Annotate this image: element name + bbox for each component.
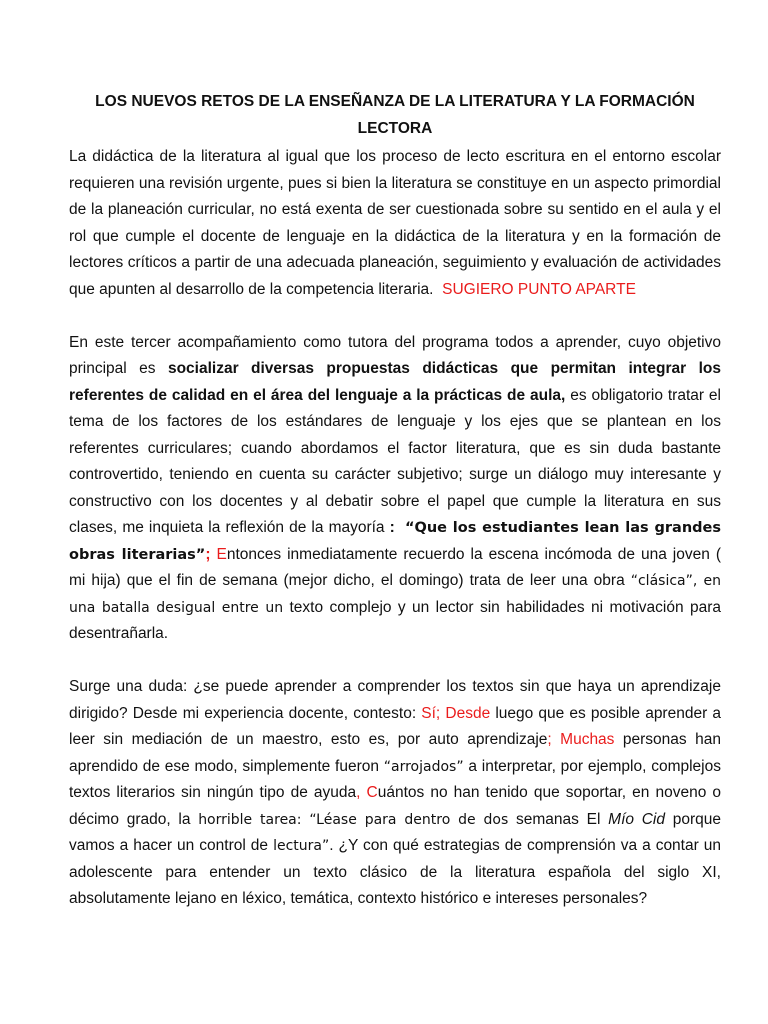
review-note: SUGIERO PUNTO APARTE: [442, 280, 636, 298]
paragraph-2-intro: En este tercer acompañamiento como tutora del programa todos a aprender, cuyo objetivo principal es: [69, 333, 721, 377]
paragraph-spacer: [69, 648, 721, 675]
paragraph-2: [69, 330, 721, 648]
paragraph-3-text-e: uántos no han tenido que soportar, en noveno o décimo grado, la: [69, 784, 721, 828]
paragraph-2-continuation: ntonces inmediatamente recuerdo la escena incómoda de una joven ( mi hija) que el fin de semana (mejor dicho, el domingo) trata de leer una obra: [69, 545, 721, 589]
paragraph-3-text-f: semanas El: [508, 810, 609, 828]
paragraph-3-text-d: a interpretar, por ejemplo, complejos textos literarios sin ningún tipo de ayuda: [69, 757, 721, 801]
paragraph-2-body: es obligatorio tratar el tema de los factores de los estándares de lenguaje y los ejes que se plantean en los referentes curriculares; cuando abordamos el factor literatura, que es sin duda bastante controvertido, teniendo en cuenta su carácter subjetivo; surge un diálogo muy interesante y constructivo con los docentes y al debatir sobre el papel que cumple la literatura en sus clases, me inquieta la reflexión de la mayoría: [69, 386, 721, 536]
document-page: [69, 89, 721, 913]
paragraph-3-red-c: , C: [356, 784, 378, 801]
paragraph-3-text-c: personas han aprendido de ese modo, simplemente fueron: [69, 731, 721, 775]
paragraph-1: [69, 144, 721, 303]
paragraph-3-text-g: porque vamos a hacer un control de: [69, 810, 721, 854]
paragraph-3-italic-title: Mío Cid: [608, 810, 665, 828]
paragraph-3-red-muchas: ; Muchas: [547, 731, 615, 748]
paragraph-3-alt-tarea: horrible tarea: “Léase para dentro de dos: [198, 811, 509, 828]
paragraph-3-red-answer: Sí; Desde: [421, 704, 491, 722]
paragraph-3-intro: Surge una duda: ¿se puede aprender a comprender los textos sin que haya un aprendizaje dirigido? Desde mi experiencia docente, contesto:: [69, 678, 721, 722]
paragraph-2-red-semicolon: ;: [205, 545, 211, 563]
paragraph-2-red-letter: E: [210, 545, 227, 563]
paragraph-3-ending: . ¿Y con qué estrategias de comprensión va a contar un adolescente para entender un texto clásico de la literatura española del siglo XI, absolutamente lejano en léxico, temática, contexto histórico e intereses personales?: [69, 837, 722, 907]
paragraph-3-alt-arrojados: “arrojados”: [383, 758, 464, 775]
paragraph-2-quote: “Que los estudiantes lean las grandes obras literarias”: [69, 520, 721, 563]
paragraph-2-ending: texto complejo y un lector sin habilidades ni motivación para desentrañarla.: [69, 598, 721, 642]
paragraph-1-text: La didáctica de la literatura al igual que los proceso de lecto escritura en el entorno escolar requieren una revisión urgente, pues si bien la literatura se constituye en un aspecto primordial de la planeación curricular, no está exenta de ser cuestionada sobre su sentido en el aula y el rol que cumple el docente de lenguaje en la didáctica de la literatura y en la formación de lectores críticos a partir de una adecuada planeación, seguimiento y evaluación de actividades que apunten al desarrollo de la competencia literaria.: [69, 148, 721, 298]
paragraph-3-text-b: luego que es posible aprender a leer sin mediación de un maestro, esto es, por auto aprendizaje: [69, 704, 722, 748]
paragraph-3-alt-lectura: lectura”: [273, 838, 330, 854]
paragraph-3: [69, 674, 721, 913]
document-title: LOS NUEVOS RETOS DE LA ENSEÑANZA DE LA LITERATURA Y LA FORMACIÓN LECTORA: [95, 93, 695, 137]
paragraph-spacer: [69, 303, 721, 330]
paragraph-2-alt-font-text: “clásica”, en una batalla desigual entre un: [69, 573, 721, 616]
paragraph-2-colon: :: [389, 519, 395, 536]
paragraph-2-bold-objective: socializar diversas propuestas didácticas que permitan integrar los referentes de calidad en el área del lenguaje a la prácticas de aula,: [69, 360, 721, 404]
